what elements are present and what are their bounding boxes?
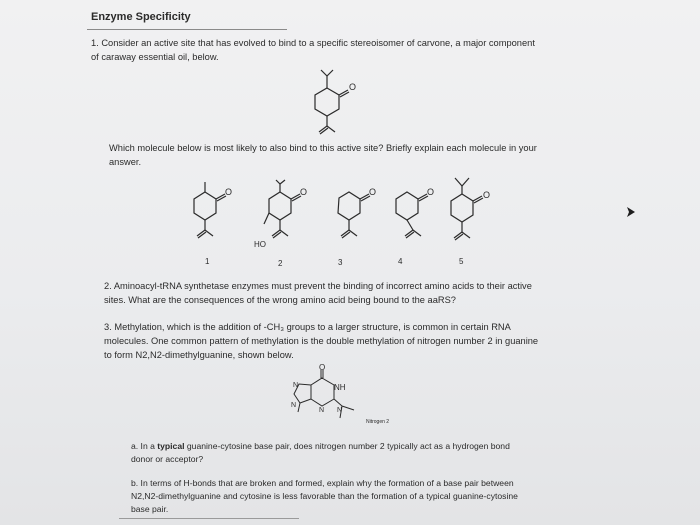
nitrogen-2-label: Nitrogen 2 xyxy=(366,419,390,425)
question-3-line-2: molecules. One common pattern of methylation is the double methylation of nitrogen number 2 in guanine xyxy=(104,336,539,346)
choice-molecule-5 xyxy=(444,172,504,250)
dimethylguanine-structure xyxy=(280,362,400,426)
hydroxyl-label: HO xyxy=(254,240,266,249)
question-3a-prefix: a. In a xyxy=(131,441,158,451)
question-3a-line-1 xyxy=(131,440,510,452)
svg-text:O: O xyxy=(483,190,491,200)
question-3b-line-3: base pair. xyxy=(131,504,169,514)
svg-text:O: O xyxy=(427,187,435,197)
svg-text:O: O xyxy=(369,187,377,197)
question-3a-emphasis: typical xyxy=(157,441,185,451)
page-title: Enzyme Specificity xyxy=(91,11,191,23)
guanine-n3: N xyxy=(319,407,325,414)
choice-number-3: 3 xyxy=(338,258,343,267)
choice-molecule-1 xyxy=(183,178,243,250)
mouse-pointer-icon xyxy=(626,205,636,223)
title-underline xyxy=(87,29,287,30)
question-3-line-3: to form N2,N2-dimethylguanine, shown below. xyxy=(104,350,294,360)
question-3b-line-1: b. In terms of H-bonds that are broken and formed, explain why the formation of a base pair between xyxy=(131,478,514,488)
question-3b-line-2: N2,N2-dimethylguanine and cytosine is less favorable than the formation of a typical guanine-cytosine xyxy=(131,491,518,501)
question-2-line-2: sites. What are the consequences of the wrong amino acid being bound to the aaRS? xyxy=(104,295,456,305)
choice-number-4: 4 xyxy=(398,257,403,266)
question-3-line-1: 3. Methylation, which is the addition of -CH₃ groups to a larger structure, is common in certain RNA xyxy=(104,322,511,332)
guanine-n7: N xyxy=(293,382,299,389)
choice-number-2: 2 xyxy=(278,259,283,268)
question-1-line-1: 1. Consider an active site that has evolved to bind to a specific stereoisomer of carvone, a major component xyxy=(91,38,535,48)
choice-number-5: 5 xyxy=(459,257,464,266)
question-1-prompt-line-2: answer. xyxy=(109,157,142,167)
svg-text:O: O xyxy=(300,187,308,197)
carvone-oxygen-label: O xyxy=(349,82,357,92)
question-1-line-2: of caraway essential oil, below. xyxy=(91,52,219,62)
guanine-n9: N xyxy=(291,402,297,409)
question-3a-line-2: donor or acceptor? xyxy=(131,454,204,464)
carvone-structure xyxy=(302,68,372,140)
guanine-n2: N xyxy=(337,407,343,414)
choice-molecule-3 xyxy=(327,178,387,250)
guanine-oxygen: O xyxy=(319,363,326,372)
question-1-prompt-line-1: Which molecule below is most likely to also bind to this active site? Briefly explain each molecule in your xyxy=(109,143,537,153)
svg-text:O: O xyxy=(225,187,233,197)
question-3a-suffix: guanine-cytosine base pair, does nitrogen number 2 typically act as a hydrogen bond xyxy=(184,441,510,451)
bottom-rule xyxy=(119,518,299,519)
choice-molecule-4 xyxy=(385,178,445,250)
question-2-line-1: 2. Aminoacyl-tRNA synthetase enzymes must prevent the binding of incorrect amino acids to their active xyxy=(104,281,532,291)
choice-number-1: 1 xyxy=(205,257,210,266)
choice-molecule-2 xyxy=(258,178,318,250)
guanine-nh: NH xyxy=(334,383,346,392)
